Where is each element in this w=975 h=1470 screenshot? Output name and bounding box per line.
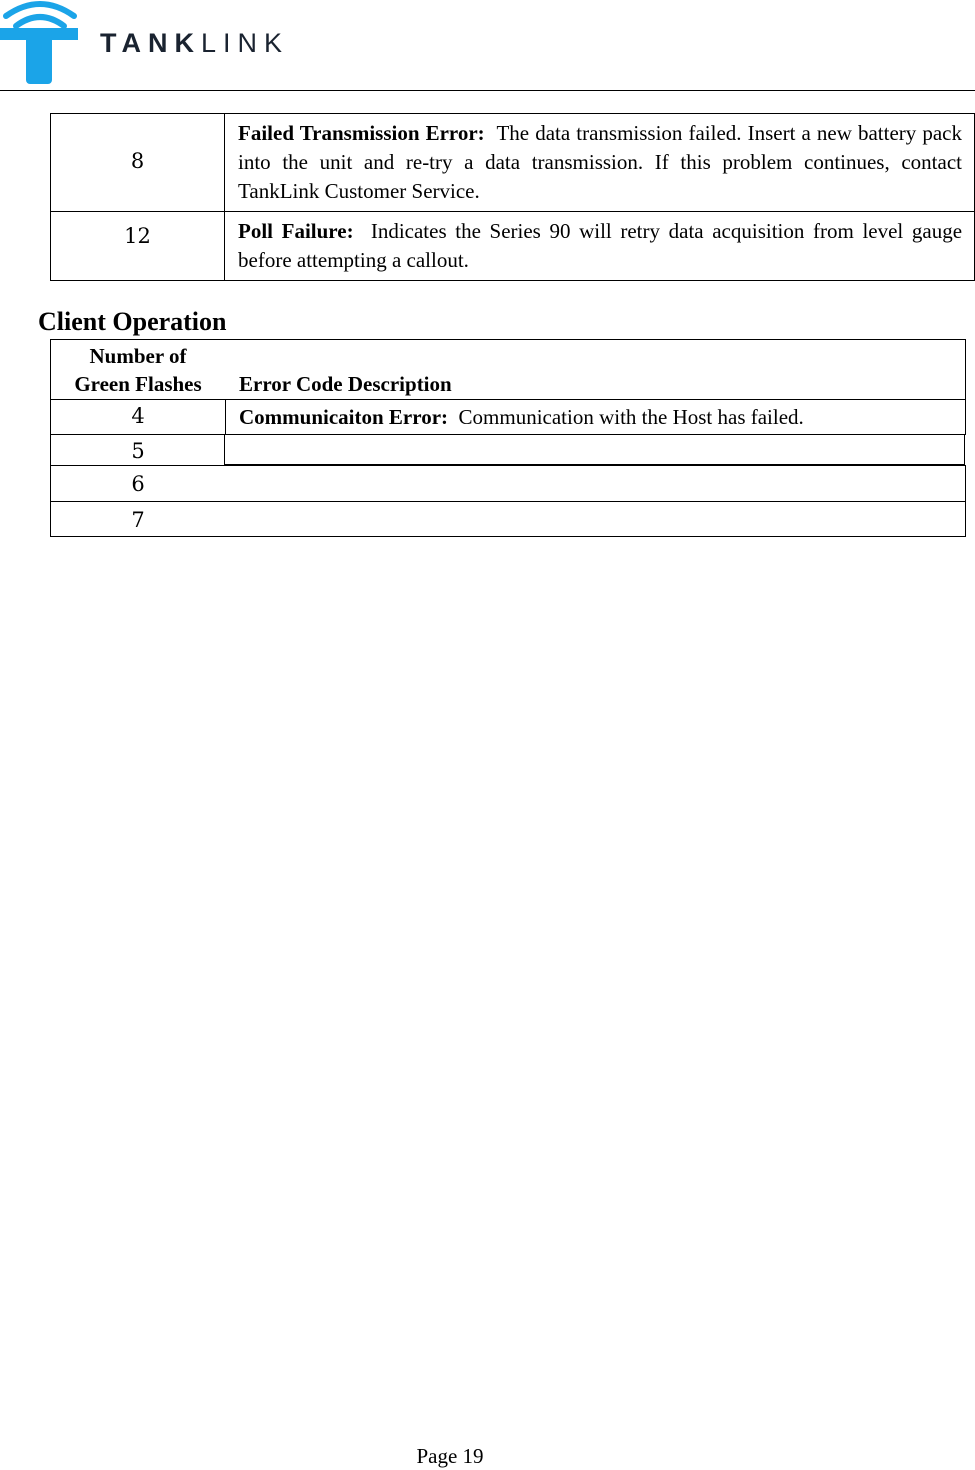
column-header-line: Green Flashes (74, 372, 202, 396)
error-text: Communication with the Host has failed. (458, 405, 804, 429)
flash-count-cell: 12 (51, 212, 225, 281)
error-description-cell (225, 114, 975, 212)
server-error-code-table (50, 113, 975, 281)
logo-wordmark (100, 26, 289, 60)
page-number: Page 19 (416, 1444, 484, 1468)
flash-count-cell: 6 (131, 472, 145, 496)
flash-count-cell: 4 (131, 404, 145, 428)
error-description-cell (225, 400, 966, 434)
error-title: Failed Transmission Error: (238, 121, 485, 145)
page-header (0, 0, 975, 91)
empty-description-cell (224, 434, 965, 465)
flash-count-cell: 7 (131, 508, 145, 532)
table-header-row (50, 339, 966, 399)
table-row (50, 501, 966, 537)
error-title: Communicaiton Error: (239, 405, 449, 429)
column-header-flashes (51, 342, 225, 398)
tanklink-logo-icon (0, 0, 90, 86)
table-row (51, 212, 975, 281)
flash-count-cell: 8 (51, 114, 225, 212)
column-header-line: Number of (89, 344, 187, 368)
table-row (50, 434, 966, 465)
flash-count-cell: 5 (131, 439, 145, 463)
section-title: Client Operation (38, 307, 227, 336)
table-row (51, 114, 975, 212)
logo-word-tank: TANK (100, 28, 201, 58)
error-text: Indicates the Series 90 will retry data acquisition from level gauge before attempting a callout. (238, 219, 963, 272)
table-row (50, 465, 966, 501)
client-error-code-table (50, 339, 966, 537)
error-description-cell (225, 212, 975, 281)
error-title: Poll Failure: (238, 219, 354, 243)
column-header-description: Error Code Description (239, 372, 452, 396)
error-text: The data transmission failed. Insert a new battery pack into the unit and re-try a data transmission. If this problem continues, contact TankLink Customer Service. (238, 121, 962, 203)
logo-word-link: LINK (200, 28, 290, 58)
table-row (50, 399, 966, 434)
